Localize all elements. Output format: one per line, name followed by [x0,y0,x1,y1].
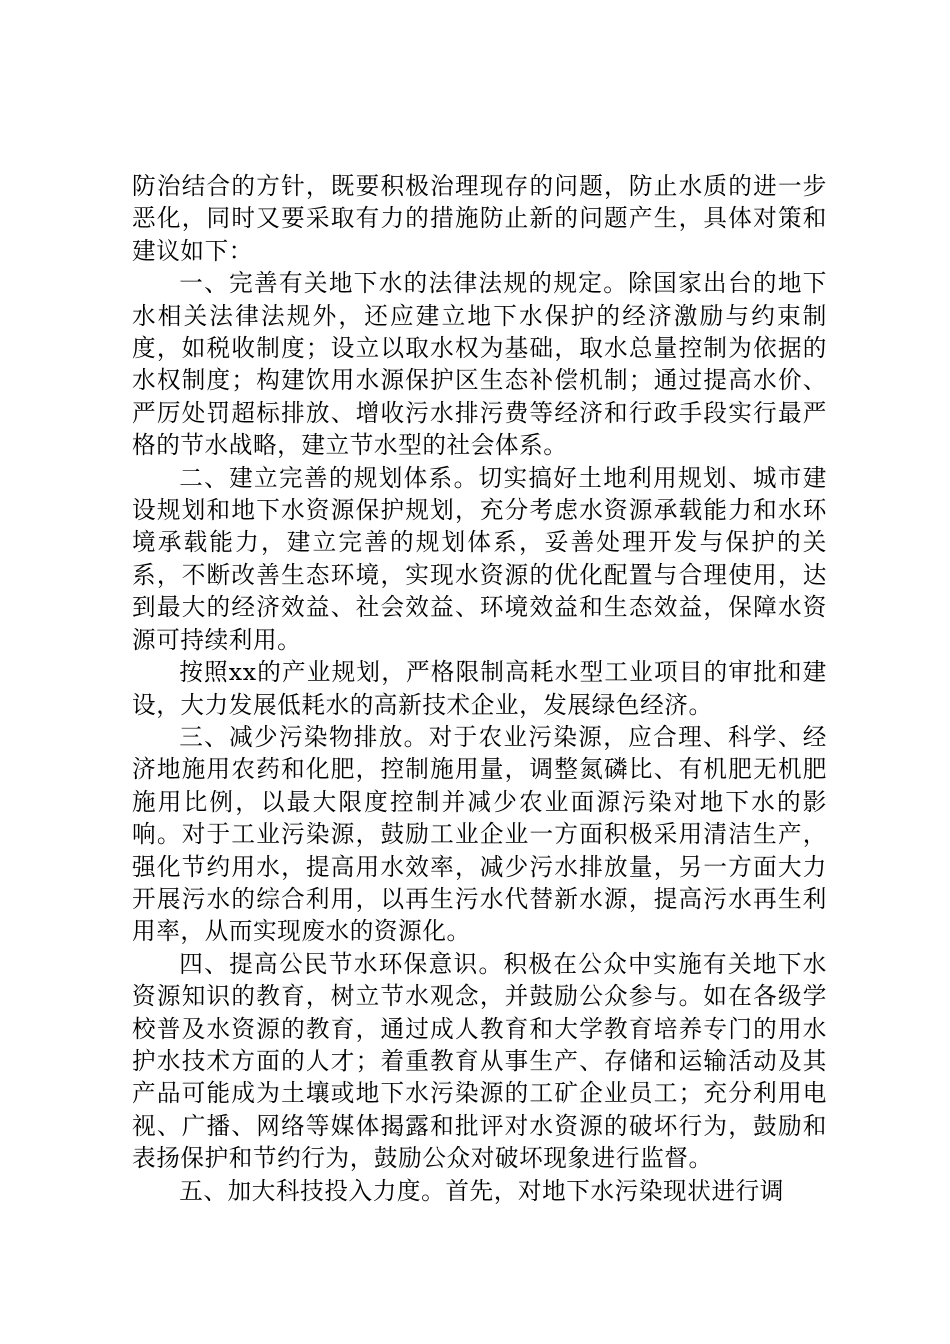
paragraph-reduce-pollution: 三、减少污染物排放。对于农业污染源，应合理、科学、经济地施用农药和化肥，控制施用量，调整氮磷比、有机肥无机肥施用比例，以最大限度控制并减少农业面源污染对地下水的影响。对于工业污染源，鼓励工业企业一方面积极采用清洁生产，强化节约用水，提高用水效率，减少污水排放量，另一方面大力开展污水的综合利用，以再生污水代替新水源，提高污水再生利用率，从而实现废水的资源化。 [132,722,827,946]
paragraph-intro: 防治结合的方针，既要积极治理现存的问题，防止水质的进一步恶化，同时又要采取有力的措施防止新的问题产生，具体对策和建议如下： [132,172,827,265]
paragraph-planning-system: 二、建立完善的规划体系。切实搞好土地利用规划、城市建设规划和地下水资源保护规划，充分考虑水资源承载能力和水环境承载能力，建立完善的规划体系，妥善处理开发与保护的关系，不断改善生态环境，实现水资源的优化配置与合理使用，达到最大的经济效益、社会效益、环境效益和生态效益，保障水资源可持续利用。 [132,463,827,654]
document-body [132,170,827,1207]
paragraph-legal-regulations: 一、完善有关地下水的法律法规的规定。除国家出台的地下水相关法律法规外，还应建立地下水保护的经济激励与约束制度，如税收制度；设立以取水权为基础，取水总量控制为依据的水权制度；构建饮用水源保护区生态补偿机制；通过提高水价、严厉处罚超标排放、增收污水排污费等经济和行政手段实行最严格的节水战略，建立节水型的社会体系。 [132,269,827,460]
paragraph-technology-investment: 五、加大科技投入力度。首先，对地下水污染现状进行调 [179,1176,785,1205]
paragraph-industry-planning: 按照xx的产业规划，严格限制高耗水型工业项目的审批和建设，大力发展低耗水的高新技术企业，发展绿色经济。 [132,658,827,719]
paragraph-public-awareness: 四、提高公民节水环保意识。积极在公众中实施有关地下水资源知识的教育，树立节水观念，并鼓励公众参与。如在各级学校普及水资源的教育，通过成人教育和大学教育培养专门的用水护水技术方面的人才；着重教育从事生产、存储和运输活动及其产品可能成为土壤或地下水污染源的工矿企业员工；充分利用电视、广播、网络等媒体揭露和批评对水资源的破坏行为，鼓励和表扬保护和节约行为，鼓励公众对破坏现象进行监督。 [132,949,827,1173]
